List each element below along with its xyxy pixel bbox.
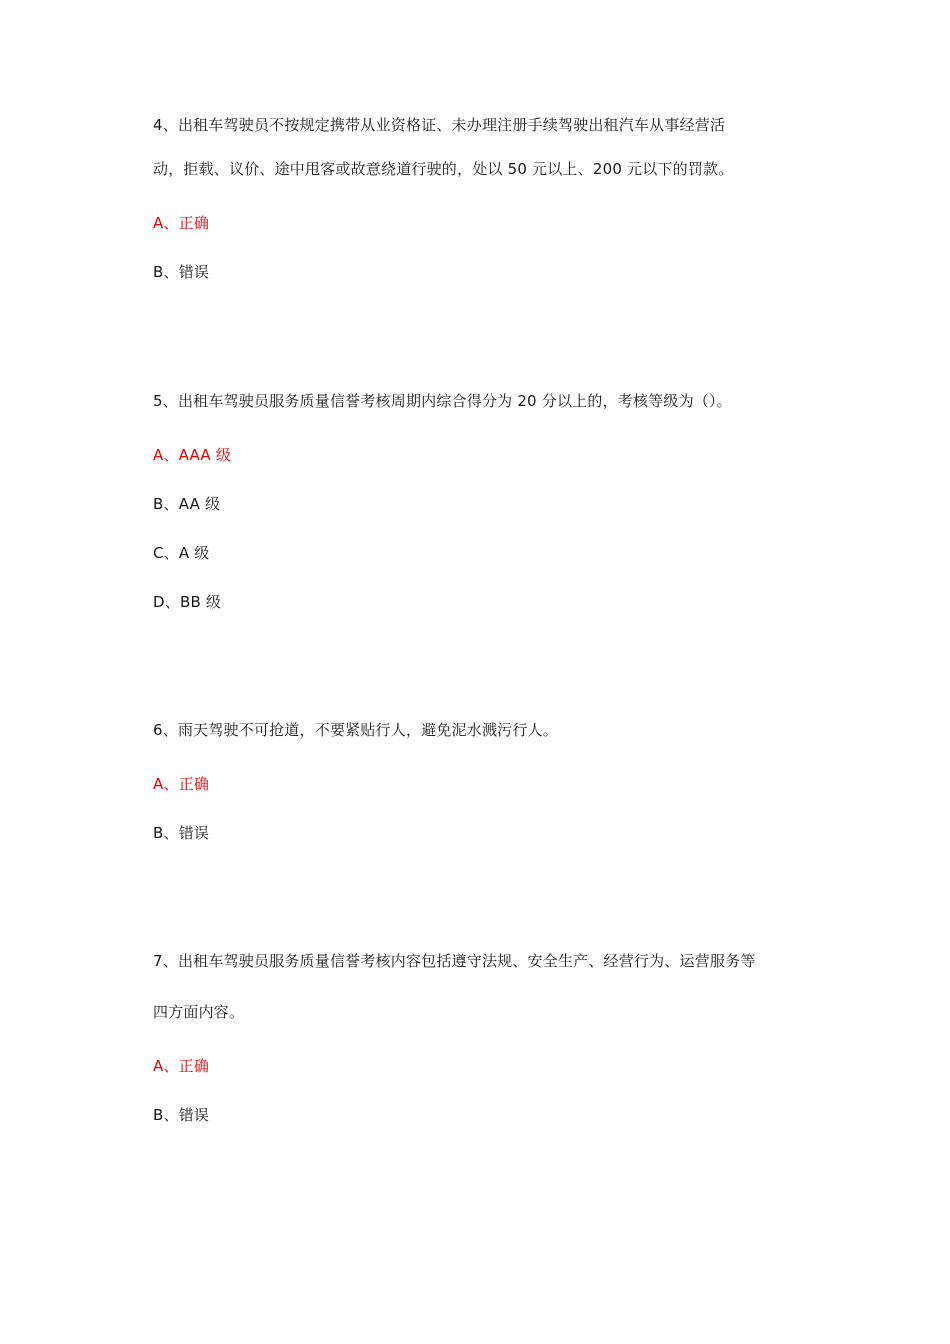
question-6-option-b: B、错误 xyxy=(153,824,210,842)
question-7-stem-line-2: 四方面内容。 xyxy=(153,1003,245,1021)
question-6-option-a: A、正确 xyxy=(153,775,210,793)
question-4-option-a: A、正确 xyxy=(153,214,210,232)
question-5-option-c: C、A 级 xyxy=(153,544,210,562)
question-5-option-b: B、AA 级 xyxy=(153,495,221,513)
question-6-stem-line-1: 6、雨天驾驶不可抢道，不要紧贴行人，避免泥水溅污行人。 xyxy=(153,721,558,739)
question-5-option-a: A、AAA 级 xyxy=(153,446,232,464)
question-5-stem-line-1: 5、出租车驾驶员服务质量信誉考核周期内综合得分为 20 分以上的，考核等级为（）。 xyxy=(153,392,732,410)
question-7-option-b: B、错误 xyxy=(153,1106,210,1124)
question-7-option-a: A、正确 xyxy=(153,1057,210,1075)
question-4-stem-line-1: 4、出租车驾驶员不按规定携带从业资格证、未办理注册手续驾驶出租汽车从事经营活 xyxy=(153,116,726,134)
question-7-stem-line-1: 7、出租车驾驶员服务质量信誉考核内容包括遵守法规、安全生产、经营行为、运营服务等 xyxy=(153,952,756,970)
question-4-option-b: B、错误 xyxy=(153,263,210,281)
question-5-option-d: D、BB 级 xyxy=(153,593,222,611)
question-4-stem-line-2: 动，拒载、议价、途中甩客或故意绕道行驶的，处以 50 元以上、200 元以下的罚款。 xyxy=(153,160,734,178)
